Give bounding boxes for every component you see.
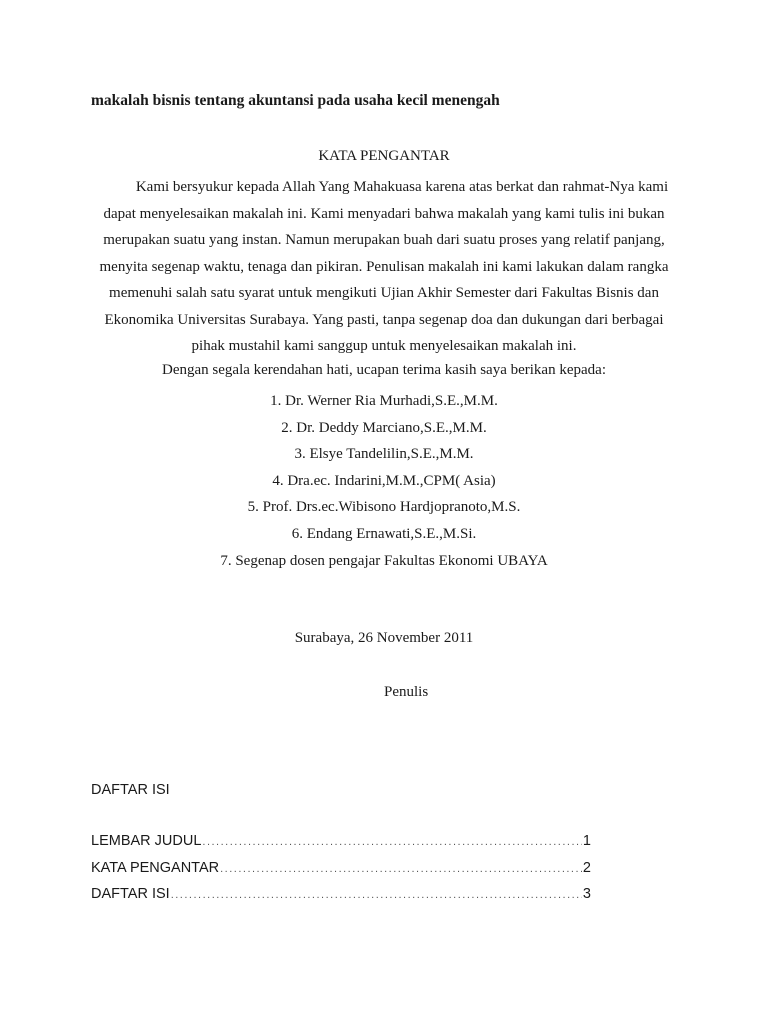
toc-entry: [91, 833, 591, 860]
toc-entry-label: KATA PENGANTAR: [91, 859, 220, 876]
thanks-list-item: 6. Endang Ernawati,S.E.,M.Si.: [291, 525, 477, 542]
section-heading-kata-pengantar: KATA PENGANTAR: [318, 148, 450, 164]
thanks-intro: Dengan segala kerendahan hati, ucapan terima kasih saya berikan kepada:: [162, 362, 606, 378]
paragraph-line: pihak mustahil kami sanggup untuk menyelesaikan makalah ini.: [191, 338, 577, 354]
thanks-list: [0, 388, 768, 574]
paragraph-line: dapat menyelesaikan makalah ini. Kami menyadari bahwa makalah yang kami tulis ini bukan: [103, 205, 665, 222]
toc-entry: [91, 860, 591, 887]
thanks-list-item: 5. Prof. Drs.ec.Wibisono Hardjopranoto,M.S.: [247, 499, 521, 516]
toc-entry-label: LEMBAR JUDUL: [91, 833, 202, 849]
thanks-list-item: 2. Dr. Deddy Marciano,S.E.,M.M.: [281, 419, 487, 436]
toc-entry-page: 3: [582, 886, 591, 902]
toc-entry-page: 2: [582, 859, 591, 876]
toc-dot-leader: [202, 836, 582, 848]
paragraph-line: merupakan suatu yang instan. Namun merupakan buah dari suatu proses yang relatif panjang,: [103, 232, 665, 248]
toc-dot-leader: [171, 889, 582, 901]
toc-entry-page: 1: [582, 833, 591, 849]
toc-dot-leader: [220, 863, 582, 875]
place-date: Surabaya, 26 November 2011: [294, 630, 474, 646]
paragraph-line: menyita segenap waktu, tenaga dan pikiran. Penulisan makalah ini kami lakukan dalam rangka: [99, 258, 669, 275]
preface-paragraph: [92, 174, 676, 360]
table-of-contents: [91, 833, 591, 913]
thanks-list-item: 1. Dr. Werner Ria Murhadi,S.E.,M.M.: [270, 393, 498, 409]
author-signature: Penulis: [384, 684, 429, 700]
toc-heading: DAFTAR ISI: [91, 782, 170, 798]
paragraph-line: Ekonomika Universitas Surabaya. Yang pasti, tanpa segenap doa dan dukungan dari berbagai: [104, 311, 664, 328]
thanks-list-item: 7. Segenap dosen pengajar Fakultas Ekonomi UBAYA: [220, 552, 548, 569]
thanks-list-item: 3. Elsye Tandelilin,S.E.,M.M.: [294, 446, 474, 463]
paragraph-line: Kami bersyukur kepada Allah Yang Mahakuasa karena atas berkat dan rahmat-Nya kami: [135, 179, 669, 195]
paragraph-line: memenuhi salah satu syarat untuk mengikuti Ujian Akhir Semester dari Fakultas Bisnis dan: [109, 285, 659, 301]
toc-entry: [91, 886, 591, 913]
thanks-list-item: 4. Dra.ec. Indarini,M.M.,CPM( Asia): [272, 472, 496, 489]
document-title: makalah bisnis tentang akuntansi pada usaha kecil menengah: [91, 92, 500, 109]
toc-entry-label: DAFTAR ISI: [91, 886, 170, 902]
